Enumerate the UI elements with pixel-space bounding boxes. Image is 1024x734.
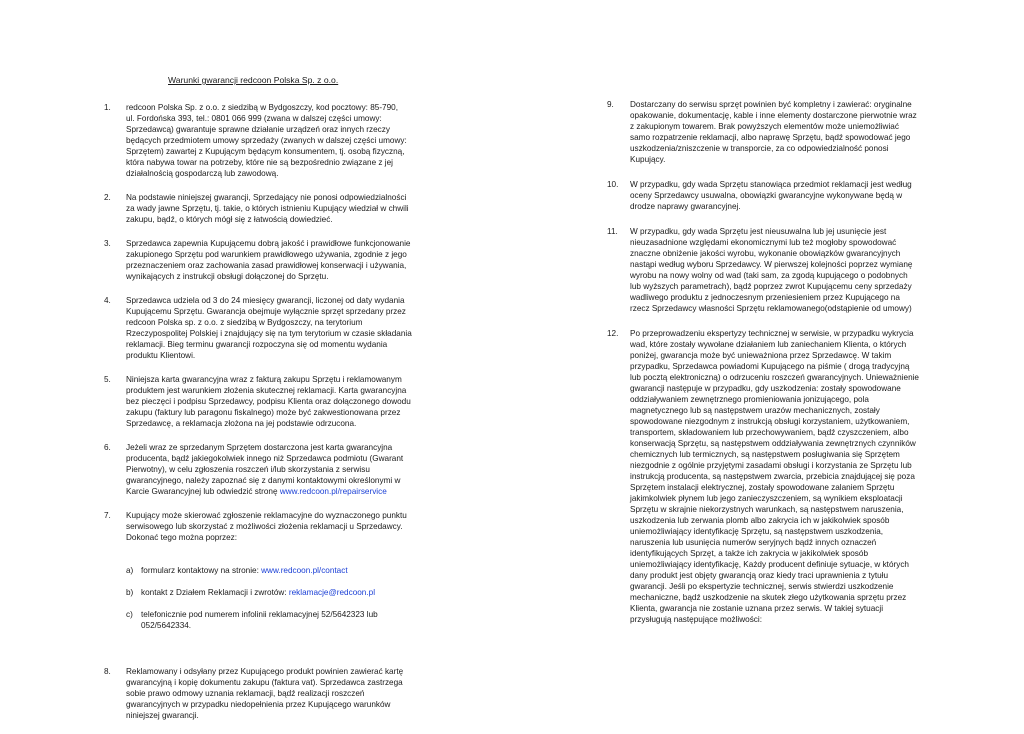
clause-text: Reklamowany i odsyłany przez Kupującego produkt powinien zawierać kartę gwarancyjną i kopię dokumentu zakupu (faktura vat). Sprzedawca zastrzega sobie prawo odmowy uznania reklamacji, bądź realizacji roszczeń gwarancyjnych w przypadku niedopełnienia przez Kupującego warunków niniejszej gwarancji. [126,667,404,720]
clause-4 [104,295,439,361]
clause-text: Na podstawie niniejszej gwarancji, Sprzedający nie ponosi odpowiedzialności za wady jawne Sprzętu, tj. takie, o których istnieniu Kupujący wiedział w chwili zakupu, bądź, o których mógł się z łatwością dowiedzieć. [126,193,409,224]
clause-text: Niniejsza karta gwarancyjna wraz z fakturą zakupu Sprzętu i reklamowanym produktem jest warunkiem złożenia skutecznej reklamacji. Karta gwarancyjna bez pieczęci i podpisu Sprzedawcy, podpisu Klienta oraz dołączonego dowodu zakupu (faktury lub paragonu fiskalnego) może być zakwestionowana przez Sprzedawcę, a reklamacja złożona na jej podstawie odrzucona. [126,375,411,428]
clause-7 [104,510,439,653]
clause-12 [607,328,945,625]
clause-6 [104,442,439,497]
clause-text: W przypadku, gdy wada Sprzętu stanowiąca przedmiot reklamacji jest według oceny Sprzedawcy usuwalna, obowiązki gwarancyjne wykonywane będą w drodze naprawy gwarancyjnej. [630,180,912,211]
option-letter: b) [126,588,134,597]
clause-text: Dostarczany do serwisu sprzęt powinien być kompletny i zawierać: oryginalne opakowanie, dokumentację, kable i inne elementy dostarczone pierwotnie wraz z zakupionym towarem. Brak powyższych elementów może uniemożliwiać samo rozpatrzenie reklamacji, albo naprawę Sprzętu, bądź spowodować jego uszkodzenia/zniszczenie w transporcie, za co odpowiedzialność ponosi Kupujący. [630,100,917,164]
contact-options-list [126,554,439,642]
clause-8 [104,666,439,721]
contact-option-c [126,609,439,631]
contact-form-link[interactable]: www.redcoon.pl/contact [261,566,348,575]
clause-9 [607,99,945,165]
clause-number: 12. [607,329,619,338]
clause-11 [607,226,945,314]
clause-number: 4. [104,296,111,305]
right-column [607,99,945,638]
clause-text [126,510,439,653]
clause-number: 7. [104,511,111,520]
clause-text-main: Jeżeli wraz ze sprzedanym Sprzętem dostarczona jest karta gwarancyjna producenta, bądź jakiegokolwiek innego niż Sprzedawca podmiotu (Gwarant Pierwotny), w celu zgłoszenia roszczeń i/lub skorzystania z serwisu gwarancyjnego, należy zapoznać się z danymi kontaktowymi określonymi w Karcie Gwarancyjnej lub odwiedzić stronę [126,443,404,496]
clause-text: Sprzedawca udziela od 3 do 24 miesięcy gwarancji, liczonej od daty wydania Kupującemu Sprzętu. Gwarancja obejmuje wyłącznie sprzęt sprzedany przez redcoon Polska sp. z o.o. z siedzibą w Bydgoszczy, na terytorium Rzeczypospolitej Polskiej i znajdujący się na tym terytorium w czasie składania reklamacji. Bieg terminu gwarancji rozpoczyna się od momentu wydania produktu Klientowi. [126,296,412,360]
clause-number: 5. [104,375,111,384]
option-text [141,565,439,576]
clause-number: 8. [104,667,111,676]
clause-text: Po przeprowadzeniu ekspertyzy technicznej w serwisie, w przypadku wykrycia wad, które zostały wywołane działaniem lub zaniechaniem Klienta, o których poniżej, gwarancja może być unieważniona przez Sprzedawcę. W takim przypadku, Sprzedawca powiadomi Kupującego na piśmie ( drogą tradycyjną lub pocztą elektroniczną) o odrzuceniu roszczeń gwarancyjnych. Unieważnienie gwarancji następuje w przypadku, gdy uszkodzenia: zostały spowodowane oddziaływaniem zewnętrznego promieniowania jonizującego, pola magnetycznego lub są następstwem urazów mechanicznych, zostały spowodowane niezgodnym z instrukcją obsługi korzystaniem, użytkowaniem, transportem, składowaniem lub przechowywaniem, bądź czyszczeniem, albo konserwacją Sprzętu, są następstwem oddziaływania zewnętrznych czynników chemicznych lub termicznych, są następstwem posługiwania się Sprzętem niezgodnie z ogólnie przyjętymi zasadami obsługi i korzystania ze Sprzętu lub instrukcją producenta, są następstwem zwarcia, przebicia znajdującej się poza Sprzętem instalacji elektrycznej, zostały spowodowane zalaniem Sprzętu jakimkolwiek płynem lub jego zanieczyszczeniem, są wynikiem eksploatacji Sprzętu w skrajnie niekorzystnych warunkach, są następstwem naruszenia, uszkodzenia lub zerwania plomb albo zakrycia ich w jakikolwiek sposób uniemożliwiający identyfikację Sprzętu, są następstwem uszkodzenia, naruszenia lub usunięcia numerów seryjnych bądź innych oznaczeń identyfikujących Sprzęt, a także ich zakrycia w jakikolwiek sposób uniemożliwiający identyfikację, Każdy producent definiuje sytuacje, w których dany produkt jest objęty gwarancją oraz kiedy traci uprawnienia z tytułu gwarancji. Jeśli po ekspertyzie technicznej, serwis stwierdzi uszkodzenie mechaniczne, bądź uszkodzenie na skutek złego użytkowania sprzętu przez Klienta, gwarancja nie zostanie uznana przez serwis. W takiej sytuacji przysługują następujące możliwości: [630,329,919,624]
clause-text: redcoon Polska Sp. z o.o. z siedzibą w Bydgoszczy, kod pocztowy: 85-790, ul. Fordońska 393, tel.: 0801 066 999 (zwana w dalszej części umowy: Sprzedawcą) gwarantuje sprawne działanie urządzeń oraz innych rzeczy będących przedmiotem umowy sprzedaży (zwanych w dalszej części umowy: Sprzętem) zawartej z Kupującym będącym konsumentem, tj. osobą fizyczną, która nabywa towar na potrzeby, które nie są bezpośrednio związane z jej działalnością gospodarczą lub zawodową. [126,103,407,178]
option-letter: c) [126,610,133,619]
clause-5 [104,374,439,429]
clause-number: 1. [104,103,111,112]
option-label: kontakt z Działem Reklamacji i zwrotów: [141,588,289,597]
clause-1 [104,102,439,179]
clause-2 [104,192,439,225]
clause-10 [607,179,945,212]
contact-option-b [126,587,439,598]
clause-number: 3. [104,239,111,248]
clause-number: 6. [104,443,111,452]
document-title: Warunki gwarancji redcoon Polska Sp. z o.o. [168,75,339,85]
option-label: formularz kontaktowy na stronie: [141,566,262,575]
clause-text: Sprzedawca zapewnia Kupującemu dobrą jakość i prawidłowe funkcjonowanie zakupionego Sprzętu pod warunkiem prawidłowego używania, zgodnie z jego przeznaczeniem oraz zachowania zasad prawidłowej konserwacji i używania, wynikających z instrukcji obsługi dołączonej do Sprzętu. [126,239,411,281]
complaints-email-link[interactable]: reklamacje@redcoon.pl [288,588,376,597]
option-letter: a) [126,566,134,575]
clause-3 [104,238,439,282]
repair-service-link[interactable]: www.redcoon.pl/repairservice [279,487,387,496]
clause-text-main: Kupujący może skierować zgłoszenie reklamacyjne do wyznaczonego punktu serwisowego lub skorzystać z możliwości złożenia reklamacji u Sprzedawcy. Dokonać tego można poprzez: [126,511,407,542]
option-text [141,587,439,598]
clause-number: 10. [607,180,619,189]
clause-text: W przypadku, gdy wada Sprzętu jest nieusuwalna lub jej usunięcie jest nieuzasadnione względami ekonomicznymi lub też mogłoby spowodować znaczne obniżenie jakości wyrobu, wykonanie obowiązków gwarancyjnych nastąpi według wyboru Sprzedawcy. W pierwszej kolejności poprzez wymianę wyrobu na nowy wolny od wad (taki sam, za zgodą kupującego o podobnych lub wyższych parametrach), bądź poprzez zwrot Kupującemu ceny sprzedaży wadliwego produktu z jednoczesnym przeniesieniem przez Kupującego na rzecz Sprzedawcy własności Sprzętu reklamowanego(odstąpienie od umowy) [630,227,913,313]
clause-text [126,442,439,497]
clause-number: 2. [104,193,111,202]
option-text: telefonicznie pod numerem infolinii reklamacyjnej 52/5642323 lub 052/5642334. [141,610,378,630]
contact-option-a [126,565,439,576]
clause-number: 9. [607,100,614,109]
clause-number: 11. [607,227,618,236]
left-column [104,102,439,734]
